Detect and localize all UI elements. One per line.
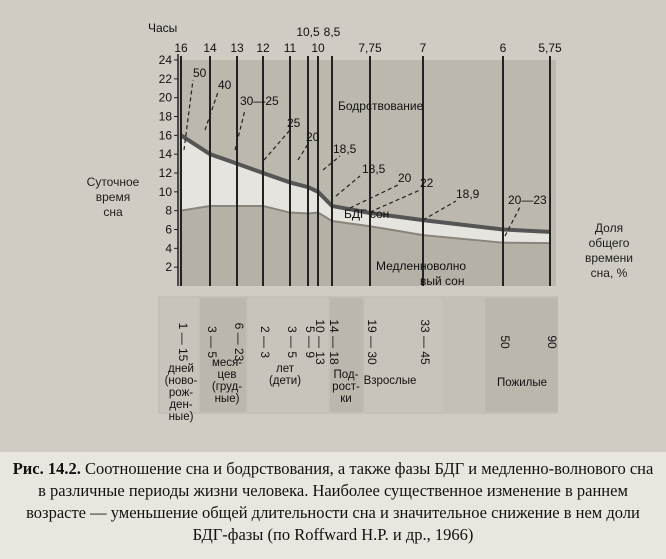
age-range-label: 1 — 15 <box>176 322 190 362</box>
age-period-label: дней <box>168 363 194 375</box>
age-range-label: 2 — 3 <box>258 325 272 359</box>
age-period-label: цев <box>217 369 237 381</box>
rem-percent-label: 25 <box>287 116 301 130</box>
y-tick-label: 20 <box>158 90 172 105</box>
y-tick-label: 2 <box>165 260 172 275</box>
age-range-label: 90 <box>545 335 559 349</box>
age-period-label: ден- <box>169 399 193 411</box>
age-range-label: 10 — 13 <box>313 319 327 365</box>
right-axis-label: Доля общего времени сна, % <box>585 221 633 280</box>
age-period-label: ные) <box>168 411 194 423</box>
wake-series-label: Бодрствование <box>338 99 424 113</box>
rem-percent-label: 40 <box>218 78 232 92</box>
age-period-label: (груд- <box>211 381 243 393</box>
age-range-label: 5 — 9 <box>303 325 317 359</box>
hours-tick-label: 14 <box>203 41 217 55</box>
age-period-label: рост- <box>332 381 360 393</box>
age-period-label: лет <box>276 363 294 375</box>
slow-wave-series-label-line1: Медленноволно <box>376 259 467 273</box>
rem-series-label: БДГ сон <box>344 207 390 221</box>
age-range-label: 3 — 5 <box>285 325 299 359</box>
age-range-label: 14 — 18 <box>327 319 341 365</box>
rem-percent-label: 22 <box>420 176 434 190</box>
age-band-cell <box>485 298 558 412</box>
hours-tick-label: 10,5 <box>296 25 320 39</box>
y-axis-label: Суточное время сна <box>86 175 140 219</box>
y-tick-label: 18 <box>158 109 172 124</box>
rem-percent-label: 50 <box>193 66 207 80</box>
y-tick-label: 16 <box>158 128 172 143</box>
hours-tick-label: 7 <box>419 41 427 55</box>
age-period-label: (дети) <box>268 375 302 387</box>
age-period-label: меся- <box>211 357 243 369</box>
rem-percent-label: 20 <box>306 130 320 144</box>
hours-tick-label: 10 <box>311 41 325 55</box>
rem-percent-label: 20 <box>398 171 412 185</box>
y-tick-label: 24 <box>158 53 172 67</box>
hours-tick-label: 16 <box>174 41 188 55</box>
rem-percent-label: 30—25 <box>240 94 279 108</box>
y-tick-label: 14 <box>158 147 172 162</box>
age-period-label: Пожилые <box>496 377 548 389</box>
slow-wave-series-label-line2: вый сон <box>420 274 465 288</box>
age-period-label: Взрослые <box>363 375 417 387</box>
age-range-label: 19 — 30 <box>365 319 379 365</box>
hours-tick-label: 12 <box>256 41 270 55</box>
age-range-label: 50 <box>498 335 512 349</box>
hours-tick-label: 11 <box>283 41 297 55</box>
caption-lead: Рис. 14.2. <box>12 459 81 478</box>
rem-percent-label: 20—23 <box>508 193 547 207</box>
y-tick-label: 22 <box>158 71 172 86</box>
y-tick-label: 12 <box>158 166 172 180</box>
hours-tick-label: 8,5 <box>323 25 341 39</box>
hours-tick-label: 13 <box>230 41 244 55</box>
caption-text: Соотношение сна и бодрствования, а также фазы БДГ и медленно-волнового сна в различные периоды жизни человека. Наиболее существенное изменение в раннем возрасте — уменьшение общей длительности сна и значительное снижение в нем доли БДГ-фазы (по Roffward H.P. и др., 1966) <box>26 459 654 544</box>
age-range-label: 3 — 5 <box>205 325 219 359</box>
age-period-label: рож- <box>168 387 194 399</box>
figure-caption <box>8 458 658 546</box>
age-period-label: Под- <box>333 369 359 381</box>
age-range-label: 33 — 45 <box>418 319 432 365</box>
hours-label: Часы <box>148 21 178 35</box>
age-period-label: (ново- <box>164 375 198 387</box>
y-tick-label: 10 <box>158 184 172 199</box>
age-period-label: ные) <box>214 393 240 405</box>
rem-percent-label: 18,9 <box>456 187 480 201</box>
rem-percent-label: 18,5 <box>362 162 386 176</box>
y-tick-label: 4 <box>165 241 172 256</box>
age-range-label: 6 — 23 <box>232 322 246 362</box>
hours-tick-label: 5,75 <box>538 41 562 55</box>
y-tick-label: 8 <box>165 203 172 218</box>
age-period-label: ки <box>340 393 352 405</box>
hours-tick-label: 6 <box>499 41 507 55</box>
y-tick-label: 6 <box>165 222 172 237</box>
hours-tick-label: 7,75 <box>358 41 382 55</box>
rem-percent-label: 18,5 <box>333 142 357 156</box>
